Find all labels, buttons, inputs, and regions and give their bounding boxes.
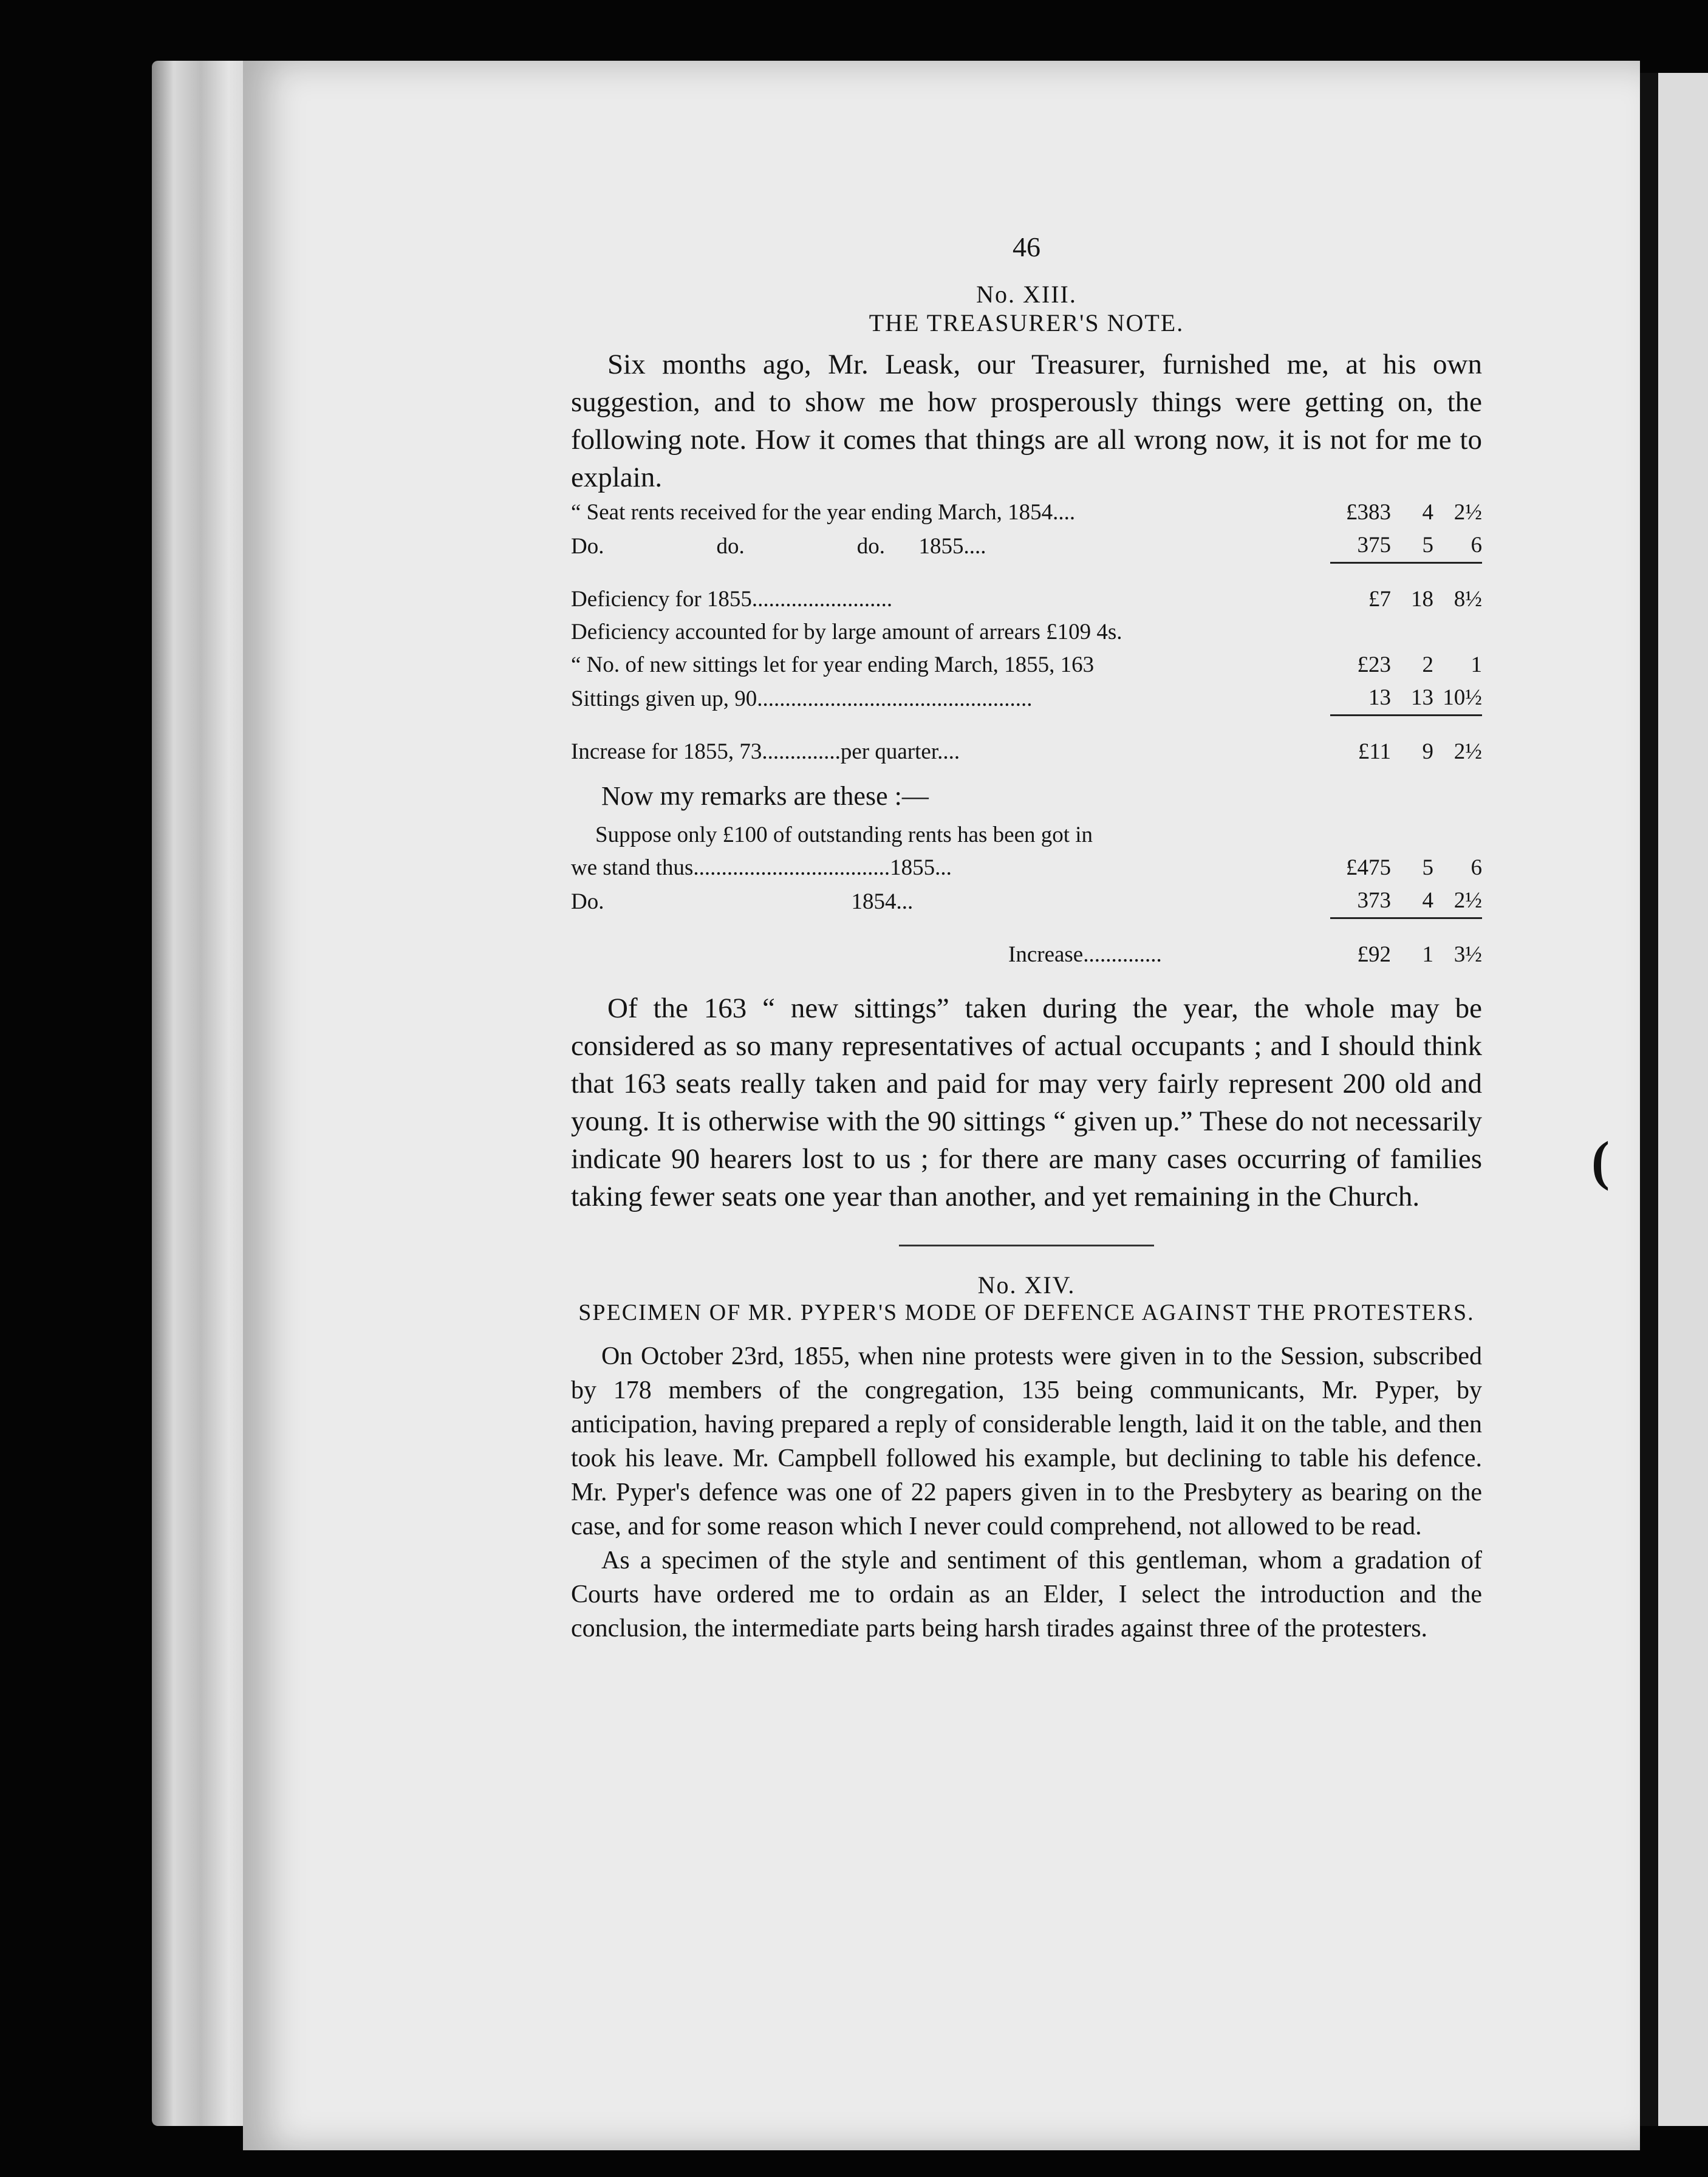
account-row: “ No. of new sittings let for year ending March, 1855, 163 £23 2 1 [571,652,1482,677]
section-divider [899,1245,1154,1246]
increase-row: Increase.............. £92 1 3½ [1008,942,1482,967]
account-row: Do. 1854... 373 4 2½ [571,884,1482,918]
suppose-row: Suppose only £100 of outstanding rents has been got in [595,822,1093,847]
deficiency-note: Deficiency accounted for by large amount of arrears £109 4s. [571,620,1122,644]
treasurer-accounts [571,496,1482,971]
deficiency-row: Deficiency for 1855......................... £7 18 8½ [571,587,1482,612]
section-14-title: SPECIMEN OF MR. PYPER'S MODE OF DEFENCE AGAINST THE PROTESTERS. [578,1300,1475,1325]
account-row: “ Seat rents received for the year ending March, 1854.... £383 4 2½ [571,500,1482,525]
page-number: 46 [1013,231,1040,262]
account-row: Do. do. do. 1855.... 375 5 6 [571,529,1482,563]
bleed-through-mark: ( [1591,1131,1610,1191]
section-13-number: No. XIII. [976,281,1077,308]
increase-row: Increase for 1855, 73..............per quarter.... £11 9 2½ [571,739,1482,764]
account-row: Sittings given up, 90................................................. 13 13 10½ [571,682,1482,716]
section-14-para-2: As a specimen of the style and sentiment of this gentleman, whom a gradation of Courts have ordered me to ordain as an Elder, I select the introduction and the conclusion, the intermediate parts being harsh tirades against three of the protesters. [571,1546,1482,1642]
section-14-number: No. XIV. [977,1271,1076,1299]
account-row: we stand thus...................................1855... £475 5 6 [571,855,1482,880]
section-14-para-1: On October 23rd, 1855, when nine protests were given in to the Session, subscribed by 178 members of the congregation, 135 being communicants, Mr. Pyper, by anticipation, having prepared a reply of considerable length, laid it on the table, and then took his leave. Mr. Campbell followed his example, but declining to table his defence. Mr. Pyper's defence was one of 22 papers given in to the Presbytery as bearing on the case, and for some reason which I never could comprehend, not allowed to be read. [571,1342,1482,1540]
page-text [571,231,1482,1646]
section-13-intro: Six months ago, Mr. Leask, our Treasurer, furnished me, at his own suggestion, and to show me how prosperously things were getting on, the following note. How it comes that things are all wrong now, it is not for me to explain. [571,349,1482,493]
remarks-heading: Now my remarks are these :— [601,781,929,811]
section-13-title: THE TREASURER'S NOTE. [869,309,1184,337]
section-13-body: Of the 163 “ new sittings” taken during the year, the whole may be considered as so many representatives of actual occupants ; and I should think that 163 seats really taken and paid for may very fairly represent 200 old and young. It is otherwise with the 90 sittings “ given up.” These do not necessarily indicate 90 hearers lost to us ; for there are many cases occurring of families taking fewer seats one year than another, and yet remaining in the Church. [571,993,1482,1212]
adjacent-page-edge [1658,73,1708,2126]
